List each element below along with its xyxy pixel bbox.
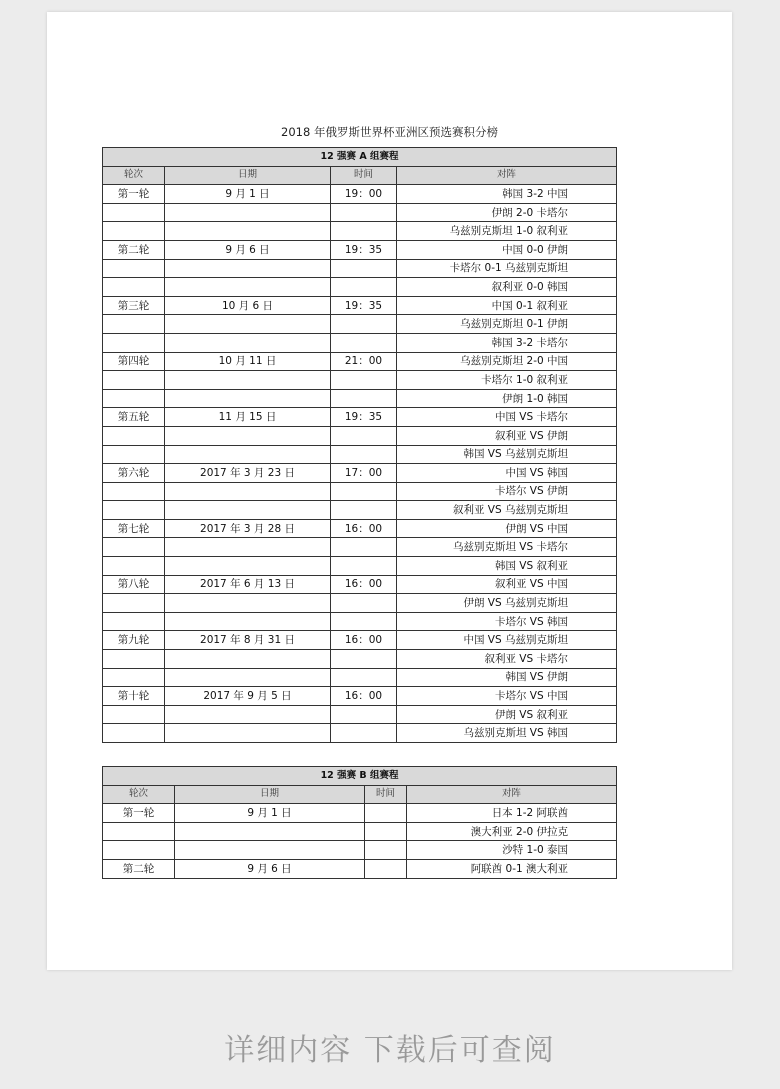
date-cell <box>165 705 331 724</box>
date-cell: 2017 年 9 月 5 日 <box>165 687 331 706</box>
match-cell: 中国 0-1 叙利亚 <box>397 296 617 315</box>
round-cell: 第三轮 <box>103 296 165 315</box>
match-cell: 韩国 3-2 卡塔尔 <box>397 333 617 352</box>
time-cell <box>331 371 397 390</box>
date-cell: 2017 年 3 月 28 日 <box>165 519 331 538</box>
header-time: 时间 <box>331 166 397 185</box>
round-cell <box>103 668 165 687</box>
match-cell: 日本 1-2 阿联酋 <box>407 804 617 823</box>
date-cell <box>175 822 365 841</box>
table-row <box>103 822 617 841</box>
round-cell <box>103 389 165 408</box>
header-round: 轮次 <box>103 166 165 185</box>
match-cell: 阿联酋 0-1 澳大利亚 <box>407 859 617 878</box>
match-cell: 乌兹别克斯坦 VS 韩国 <box>397 724 617 743</box>
table-row <box>103 575 617 594</box>
table-row <box>103 538 617 557</box>
round-cell <box>103 371 165 390</box>
round-cell: 第二轮 <box>103 859 175 878</box>
header-match: 对阵 <box>407 785 617 804</box>
round-cell <box>103 538 165 557</box>
group-a-title: 12 强赛 A 组赛程 <box>103 148 617 167</box>
round-cell <box>103 612 165 631</box>
time-cell <box>331 426 397 445</box>
date-cell: 2017 年 3 月 23 日 <box>165 464 331 483</box>
round-cell <box>103 333 165 352</box>
date-cell <box>175 841 365 860</box>
date-cell <box>165 445 331 464</box>
time-cell <box>331 705 397 724</box>
match-cell: 叙利亚 VS 中国 <box>397 575 617 594</box>
date-cell <box>165 278 331 297</box>
header-round: 轮次 <box>103 785 175 804</box>
round-cell <box>103 426 165 445</box>
time-cell <box>331 259 397 278</box>
time-cell <box>331 501 397 520</box>
table-row <box>103 296 617 315</box>
match-cell: 中国 VS 卡塔尔 <box>397 408 617 427</box>
time-cell <box>331 612 397 631</box>
header-time: 时间 <box>365 785 407 804</box>
table-row <box>103 612 617 631</box>
table-row <box>103 841 617 860</box>
table-row <box>103 203 617 222</box>
date-cell: 2017 年 6 月 13 日 <box>165 575 331 594</box>
date-cell <box>165 557 331 576</box>
group-b-header-row <box>103 785 617 804</box>
date-cell <box>165 203 331 222</box>
round-cell <box>103 278 165 297</box>
group-a-header-row <box>103 166 617 185</box>
date-cell <box>165 612 331 631</box>
table-row <box>103 464 617 483</box>
table-row <box>103 594 617 613</box>
date-cell <box>165 594 331 613</box>
date-cell: 10 月 6 日 <box>165 296 331 315</box>
time-cell <box>331 389 397 408</box>
time-cell <box>331 724 397 743</box>
round-cell <box>103 482 165 501</box>
match-cell: 沙特 1-0 泰国 <box>407 841 617 860</box>
time-cell: 16：00 <box>331 519 397 538</box>
round-cell <box>103 222 165 241</box>
match-cell: 卡塔尔 VS 伊朗 <box>397 482 617 501</box>
date-cell: 9 月 6 日 <box>165 240 331 259</box>
match-cell: 澳大利亚 2-0 伊拉克 <box>407 822 617 841</box>
match-cell: 乌兹别克斯坦 2-0 中国 <box>397 352 617 371</box>
download-hint: 详细内容 下载后可查阅 <box>224 1033 556 1068</box>
time-cell <box>331 203 397 222</box>
table-row <box>103 557 617 576</box>
date-cell <box>165 315 331 334</box>
table-row <box>103 352 617 371</box>
table-row <box>103 315 617 334</box>
date-cell <box>165 222 331 241</box>
table-row <box>103 519 617 538</box>
round-cell <box>103 203 165 222</box>
round-cell: 第五轮 <box>103 408 165 427</box>
round-cell: 第二轮 <box>103 240 165 259</box>
match-cell: 乌兹别克斯坦 VS 卡塔尔 <box>397 538 617 557</box>
round-cell: 第九轮 <box>103 631 165 650</box>
round-cell <box>103 594 165 613</box>
header-date: 日期 <box>165 166 331 185</box>
round-cell <box>103 259 165 278</box>
match-cell: 伊朗 VS 中国 <box>397 519 617 538</box>
match-cell: 叙利亚 VS 伊朗 <box>397 426 617 445</box>
match-cell: 叙利亚 VS 乌兹别克斯坦 <box>397 501 617 520</box>
date-cell <box>165 259 331 278</box>
time-cell <box>331 222 397 241</box>
table-row <box>103 426 617 445</box>
header-date: 日期 <box>175 785 365 804</box>
time-cell: 16：00 <box>331 631 397 650</box>
time-cell <box>331 668 397 687</box>
round-cell: 第十轮 <box>103 687 165 706</box>
time-cell <box>331 482 397 501</box>
match-cell: 卡塔尔 1-0 叙利亚 <box>397 371 617 390</box>
table-row <box>103 222 617 241</box>
time-cell: 16：00 <box>331 687 397 706</box>
table-row <box>103 185 617 204</box>
match-cell: 韩国 VS 叙利亚 <box>397 557 617 576</box>
table-row <box>103 631 617 650</box>
time-cell: 17：00 <box>331 464 397 483</box>
match-cell: 卡塔尔 VS 中国 <box>397 687 617 706</box>
time-cell: 19：00 <box>331 185 397 204</box>
group-b-title-row <box>103 767 617 786</box>
date-cell <box>165 371 331 390</box>
time-cell <box>331 315 397 334</box>
date-cell: 9 月 1 日 <box>165 185 331 204</box>
table-row <box>103 278 617 297</box>
round-cell <box>103 650 165 669</box>
time-cell <box>331 538 397 557</box>
table-row <box>103 408 617 427</box>
group-a-title-row <box>103 148 617 167</box>
match-cell: 卡塔尔 0-1 乌兹别克斯坦 <box>397 259 617 278</box>
round-cell <box>103 705 165 724</box>
table-row <box>103 371 617 390</box>
table-row <box>103 687 617 706</box>
match-cell: 韩国 3-2 中国 <box>397 185 617 204</box>
round-cell <box>103 557 165 576</box>
table-row <box>103 482 617 501</box>
time-cell <box>365 804 407 823</box>
table-row <box>103 705 617 724</box>
date-cell <box>165 668 331 687</box>
match-cell: 韩国 VS 乌兹别克斯坦 <box>397 445 617 464</box>
date-cell <box>165 501 331 520</box>
table-row <box>103 668 617 687</box>
document-title: 2018 年俄罗斯世界杯亚洲区预选赛积分榜 <box>281 125 498 139</box>
match-cell: 叙利亚 VS 卡塔尔 <box>397 650 617 669</box>
time-cell: 19：35 <box>331 296 397 315</box>
time-cell <box>331 445 397 464</box>
header-match: 对阵 <box>397 166 617 185</box>
group-a-schedule-table <box>102 147 617 743</box>
time-cell: 19：35 <box>331 408 397 427</box>
date-cell <box>165 482 331 501</box>
date-cell: 9 月 6 日 <box>175 859 365 878</box>
table-row <box>103 859 617 878</box>
date-cell: 9 月 1 日 <box>175 804 365 823</box>
time-cell <box>331 333 397 352</box>
time-cell: 19：35 <box>331 240 397 259</box>
round-cell <box>103 822 175 841</box>
round-cell <box>103 501 165 520</box>
match-cell: 伊朗 VS 乌兹别克斯坦 <box>397 594 617 613</box>
table-row <box>103 259 617 278</box>
time-cell <box>331 557 397 576</box>
date-cell <box>165 389 331 408</box>
date-cell: 11 月 15 日 <box>165 408 331 427</box>
table-row <box>103 804 617 823</box>
match-cell: 中国 0-0 伊朗 <box>397 240 617 259</box>
match-cell: 卡塔尔 VS 韩国 <box>397 612 617 631</box>
date-cell <box>165 538 331 557</box>
match-cell: 韩国 VS 伊朗 <box>397 668 617 687</box>
time-cell <box>331 278 397 297</box>
date-cell: 10 月 11 日 <box>165 352 331 371</box>
round-cell <box>103 841 175 860</box>
round-cell <box>103 315 165 334</box>
table-row <box>103 724 617 743</box>
time-cell <box>331 594 397 613</box>
round-cell <box>103 724 165 743</box>
match-cell: 伊朗 VS 叙利亚 <box>397 705 617 724</box>
time-cell <box>331 650 397 669</box>
match-cell: 伊朗 2-0 卡塔尔 <box>397 203 617 222</box>
date-cell <box>165 650 331 669</box>
round-cell <box>103 445 165 464</box>
time-cell <box>365 841 407 860</box>
round-cell: 第一轮 <box>103 804 175 823</box>
round-cell: 第六轮 <box>103 464 165 483</box>
group-b-title: 12 强赛 B 组赛程 <box>103 767 617 786</box>
time-cell: 16：00 <box>331 575 397 594</box>
date-cell <box>165 333 331 352</box>
time-cell: 21：00 <box>331 352 397 371</box>
round-cell: 第一轮 <box>103 185 165 204</box>
table-row <box>103 389 617 408</box>
date-cell: 2017 年 8 月 31 日 <box>165 631 331 650</box>
match-cell: 中国 VS 乌兹别克斯坦 <box>397 631 617 650</box>
match-cell: 叙利亚 0-0 韩国 <box>397 278 617 297</box>
match-cell: 中国 VS 韩国 <box>397 464 617 483</box>
table-row <box>103 333 617 352</box>
date-cell <box>165 426 331 445</box>
match-cell: 乌兹别克斯坦 0-1 伊朗 <box>397 315 617 334</box>
time-cell <box>365 859 407 878</box>
round-cell: 第七轮 <box>103 519 165 538</box>
match-cell: 乌兹别克斯坦 1-0 叙利亚 <box>397 222 617 241</box>
date-cell <box>165 724 331 743</box>
table-row <box>103 240 617 259</box>
table-row <box>103 650 617 669</box>
round-cell: 第四轮 <box>103 352 165 371</box>
group-b-schedule-table <box>102 766 617 879</box>
table-row <box>103 501 617 520</box>
round-cell: 第八轮 <box>103 575 165 594</box>
match-cell: 伊朗 1-0 韩国 <box>397 389 617 408</box>
time-cell <box>365 822 407 841</box>
table-row <box>103 445 617 464</box>
